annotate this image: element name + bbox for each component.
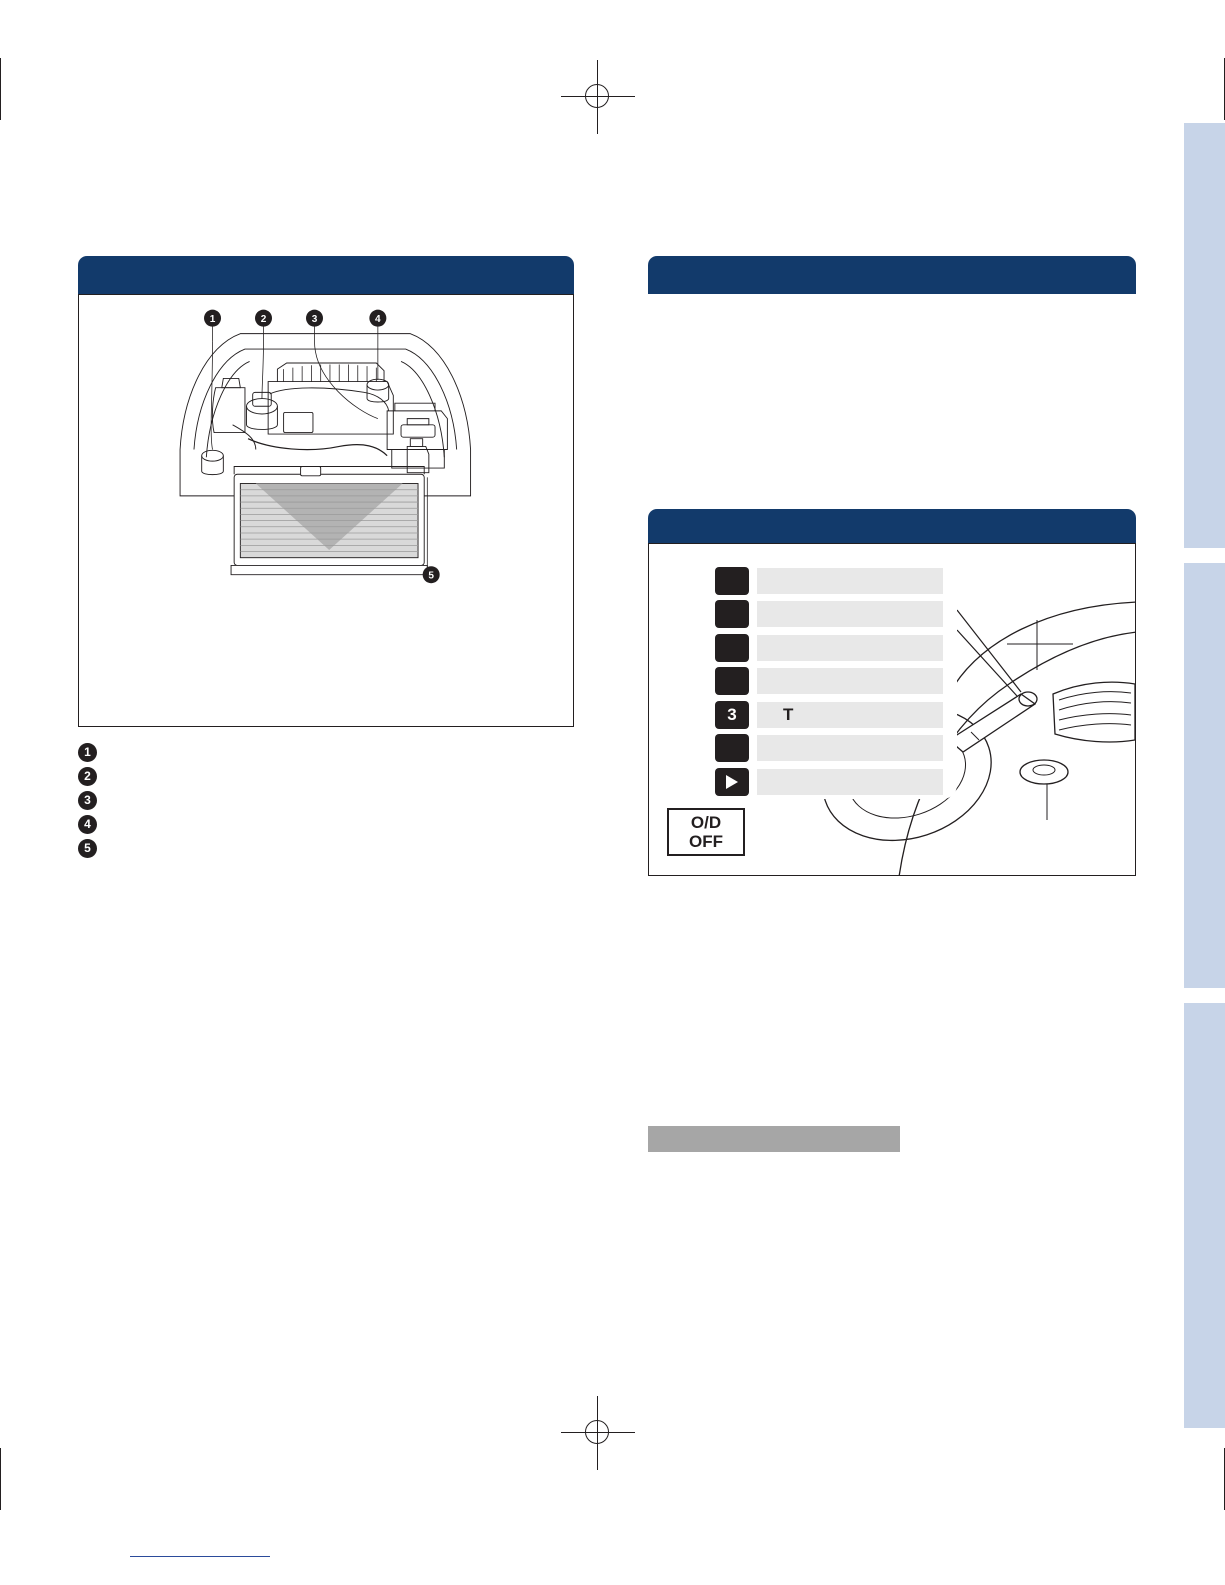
shift-label	[757, 601, 943, 627]
shift-chip	[715, 634, 749, 662]
thumb-tab-1[interactable]	[1184, 123, 1225, 548]
od-line-2: OFF	[689, 832, 723, 851]
notice-band	[648, 1126, 900, 1152]
list-item	[709, 698, 957, 732]
shift-label	[757, 635, 943, 661]
shift-chip-3: 3	[715, 701, 749, 729]
overdrive-off-indicator	[667, 808, 745, 856]
shift-chip	[715, 734, 749, 762]
engine-legend-list	[78, 740, 548, 860]
legend-bullet-4: 4	[78, 815, 97, 834]
section-header-right-top	[648, 256, 1136, 294]
trim-mark-left-bottom	[0, 1448, 1, 1510]
list-item	[709, 564, 957, 598]
registration-mark-icon	[577, 1412, 619, 1454]
shift-indicator-figure	[648, 543, 1136, 876]
shift-chip	[715, 667, 749, 695]
shift-indicator-callout-panel	[709, 564, 957, 799]
list-item	[78, 788, 548, 812]
shift-indicator-rows	[709, 564, 957, 799]
shift-label	[757, 735, 943, 761]
registration-mark-icon	[577, 76, 619, 118]
svg-text:1: 1	[209, 314, 216, 326]
shift-chip	[715, 567, 749, 595]
list-item	[78, 764, 548, 788]
shift-chip	[715, 600, 749, 628]
svg-text:4: 4	[375, 314, 381, 326]
thumb-tab-2[interactable]	[1184, 563, 1225, 988]
shift-label-t: T	[757, 702, 943, 728]
engine-compartment-figure	[78, 294, 574, 727]
thumb-tab-3[interactable]	[1184, 1003, 1225, 1428]
legend-bullet-1: 1	[78, 743, 97, 762]
shift-label	[757, 668, 943, 694]
list-item	[709, 765, 957, 799]
list-item	[709, 631, 957, 665]
list-item	[78, 740, 548, 764]
svg-text:2: 2	[260, 314, 267, 326]
legend-bullet-3: 3	[78, 791, 97, 810]
shift-label	[757, 568, 943, 594]
footer-rule	[130, 1556, 270, 1557]
play-arrow-icon	[715, 768, 749, 796]
legend-bullet-5: 5	[78, 839, 97, 858]
shift-label	[757, 769, 943, 795]
od-line-1: O/D	[690, 813, 722, 832]
list-item	[78, 812, 548, 836]
list-item	[709, 665, 957, 699]
svg-text:3: 3	[311, 314, 318, 326]
section-header-right-mid	[648, 509, 1136, 543]
section-header-left	[78, 256, 574, 294]
trim-mark-left-top	[0, 58, 1, 120]
legend-bullet-2: 2	[78, 767, 97, 786]
svg-text:5: 5	[428, 570, 434, 582]
list-item	[709, 598, 957, 632]
list-item	[709, 732, 957, 766]
list-item	[78, 836, 548, 860]
engine-compartment-lineart	[79, 295, 567, 628]
body-text-right-top	[648, 306, 1136, 486]
